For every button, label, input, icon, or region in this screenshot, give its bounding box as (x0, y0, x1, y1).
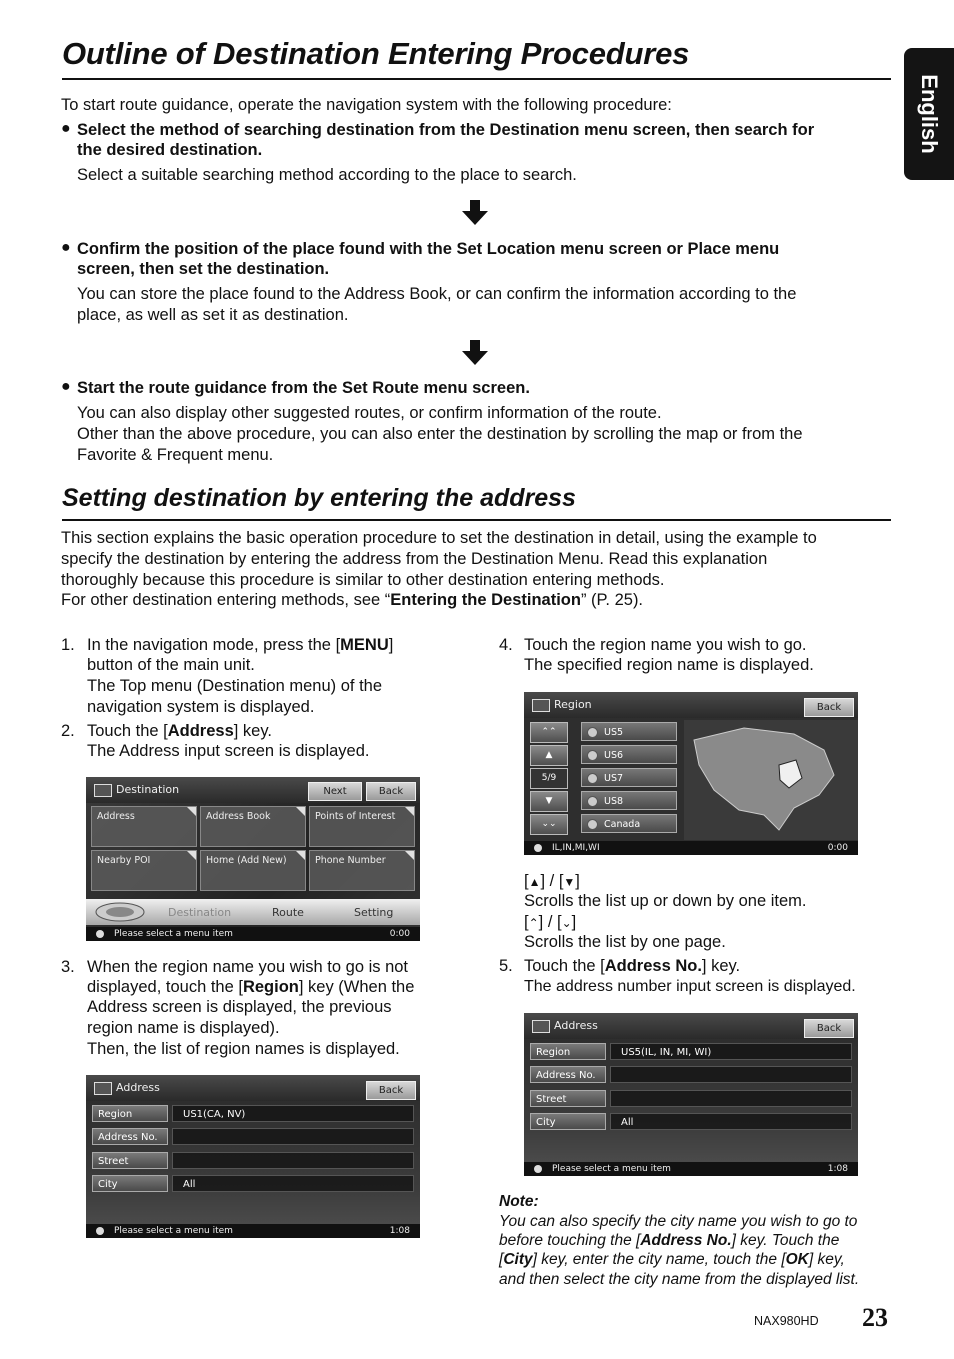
step-3-line-1: When the region name you wish to go is not (87, 958, 409, 976)
step-1-line-3: The Top menu (Destination menu) of the (87, 677, 383, 695)
region-item-label: US8 (604, 796, 624, 807)
tab-setting[interactable]: Setting (354, 906, 394, 919)
step2-heading-1: Confirm the position of the place found with the Set Location menu screen or Place menu (77, 240, 780, 258)
section-intro-1: This section explains the basic operation procedure to set the destination in detail, using the example to (61, 529, 817, 547)
status-time: 0:00 (389, 929, 410, 939)
address-no-value (610, 1066, 852, 1083)
text: displayed, touch the [ (87, 978, 243, 996)
step-number: 2. (61, 722, 75, 740)
section-title: Setting destination by entering the address (62, 484, 576, 512)
region-screen (524, 692, 858, 855)
radio-icon (587, 773, 598, 784)
back-button[interactable]: Back (366, 782, 416, 801)
text: ] / [ (538, 913, 562, 931)
screen-title: Region (554, 698, 592, 711)
address-no-value (172, 1128, 414, 1145)
step3-desc-1: You can also display other suggested routes, or confirm information of the route. (77, 404, 662, 422)
street-value (172, 1152, 414, 1169)
step-1-line-4: navigation system is displayed. (87, 698, 315, 716)
step-number: 3. (61, 958, 75, 976)
step-1-line-1 (87, 635, 393, 656)
next-button[interactable]: Next (308, 782, 362, 801)
region-icon (532, 699, 550, 712)
down-triangle-icon: ▼ (563, 875, 576, 889)
info-icon (96, 930, 104, 938)
step-3-line-5: Then, the list of region names is displayed. (87, 1040, 400, 1058)
region-item-label: US7 (604, 773, 624, 784)
text: ] key. (233, 722, 272, 740)
street-value (610, 1090, 852, 1107)
section-rule (62, 519, 891, 521)
text: Touch the [ (524, 957, 605, 975)
page-number: 23 (862, 1303, 888, 1332)
phone-number-tile[interactable]: Phone Number (309, 850, 415, 891)
back-button[interactable]: Back (804, 1019, 854, 1038)
text: before touching the [ (499, 1232, 641, 1249)
address-icon (532, 1020, 550, 1033)
step3-desc-2: Other than the above procedure, you can also enter the destination by scrolling the map or from the (77, 425, 803, 443)
text: [ (524, 913, 529, 931)
scroll-up-button[interactable]: ▲ (530, 745, 568, 766)
step1-desc: Select a suitable searching method according to the place to search. (77, 166, 577, 184)
city-value: All (172, 1175, 414, 1192)
text: In the navigation mode, press the [ (87, 636, 341, 654)
address-screen (524, 1013, 858, 1176)
map-image (684, 720, 858, 840)
region-item[interactable] (581, 745, 677, 764)
status-bar (524, 841, 858, 855)
page-down-button[interactable]: ⌄⌄ (530, 814, 568, 835)
radio-icon (587, 750, 598, 761)
menu-key-label: MENU (340, 636, 389, 654)
status-time: 0:00 (827, 843, 848, 853)
status-message: Please select a menu item (552, 1164, 671, 1174)
destination-icon (94, 784, 112, 797)
step-number: 5. (499, 957, 513, 975)
scroll-keys-line-2: Scrolls the list up or down by one item. (524, 892, 807, 910)
region-value: US5(IL, IN, MI, WI) (610, 1043, 852, 1060)
text: ” (P. 25). (580, 591, 644, 609)
radio-icon (587, 796, 598, 807)
text: Touch the [ (87, 722, 168, 740)
address-key-label: Address (167, 722, 234, 740)
scroll-keys-line-4: Scrolls the list by one page. (524, 933, 726, 951)
text: ] key. Touch the (731, 1232, 840, 1249)
screen-title: Destination (116, 783, 180, 796)
step2-desc-1: You can store the place found to the Address Book, or can confirm the information according to the (77, 285, 797, 303)
status-message: Please select a menu item (114, 1226, 233, 1236)
region-item[interactable] (581, 722, 677, 741)
text: [ (499, 1251, 504, 1268)
status-time: 1:08 (827, 1164, 848, 1174)
text: ] key, (808, 1251, 845, 1268)
text: [ (524, 872, 529, 890)
region-key[interactable]: Region (92, 1105, 168, 1122)
text: For other destination entering methods, see “ (61, 591, 391, 609)
note-line-4: and then select the city name from the displayed list. (499, 1271, 860, 1288)
step-number: 1. (61, 636, 75, 654)
down-arrow-icon (460, 340, 490, 366)
address-screen (86, 1075, 420, 1238)
step-4-line-2: The specified region name is displayed. (524, 656, 814, 674)
address-no-key[interactable]: Address No. (530, 1066, 606, 1083)
title-rule (62, 78, 891, 80)
language-tab (904, 48, 954, 180)
page-up-button[interactable]: ⌃⌃ (530, 722, 568, 743)
destination-screen (86, 777, 420, 941)
info-icon (534, 1165, 542, 1173)
back-button[interactable]: Back (366, 1081, 416, 1100)
address-icon (94, 1082, 112, 1095)
ok-key-label: OK (785, 1251, 809, 1268)
note-line-2 (499, 1231, 839, 1251)
region-item-label: US6 (604, 750, 624, 761)
scroll-keys-line-1 (524, 871, 580, 893)
page-down-icon: ⌄ (561, 916, 572, 930)
region-item[interactable] (581, 791, 677, 810)
bullet-icon: ● (61, 239, 71, 256)
up-triangle-icon: ▲ (528, 875, 541, 889)
city-value: All (610, 1113, 852, 1130)
home-add-new-tile[interactable]: Home (Add New) (200, 850, 306, 891)
address-no-key-label: Address No. (604, 957, 702, 975)
model-number: NAX980HD (754, 1314, 819, 1328)
status-bar (86, 927, 420, 941)
intro-text: To start route guidance, operate the navigation system with the following procedure: (61, 96, 672, 114)
points-of-interest-tile[interactable]: Points of Interest (309, 806, 415, 847)
logo-icon (94, 901, 150, 923)
note-heading: Note: (499, 1193, 539, 1210)
bullet-icon: ● (61, 378, 71, 395)
radio-icon (587, 727, 598, 738)
text: ] key. (701, 957, 741, 975)
scroll-keys-line-3 (524, 912, 576, 934)
step-4-line-1: Touch the region name you wish to go. (524, 636, 807, 654)
step-number: 4. (499, 636, 513, 654)
note-line-1: You can also specify the city name you wish to go to (499, 1213, 858, 1230)
status-time: 1:08 (389, 1226, 410, 1236)
region-item[interactable] (581, 814, 677, 833)
region-value: US1(CA, NV) (172, 1105, 414, 1122)
street-key[interactable]: Street (92, 1152, 168, 1169)
text: ] / [ (540, 872, 564, 890)
scroll-down-button[interactable]: ▼ (530, 791, 568, 812)
step3-heading: Start the route guidance from the Set Route menu screen. (77, 379, 530, 397)
text: ] (571, 913, 577, 931)
note-line-3 (499, 1250, 845, 1270)
page-title: Outline of Destination Entering Procedures (62, 36, 690, 71)
city-key[interactable]: City (530, 1113, 606, 1130)
bullet-icon: ● (61, 120, 71, 137)
step-2-line-1 (87, 721, 272, 742)
region-key-label: Region (242, 978, 299, 996)
city-key-label: City (503, 1251, 533, 1268)
status-bar (524, 1162, 858, 1176)
text: ] key, enter the city name, touch the [ (532, 1251, 786, 1268)
region-item-label: Canada (604, 819, 641, 830)
street-key[interactable]: Street (530, 1090, 606, 1107)
section-intro-2: specify the destination by entering the address from the Destination Menu. Read this explanation (61, 550, 768, 568)
step1-heading-1: Select the method of searching destination from the Destination menu screen, then search for (77, 121, 815, 139)
back-button[interactable]: Back (804, 698, 854, 717)
city-key[interactable]: City (92, 1175, 168, 1192)
bottom-tab-bar (86, 899, 420, 925)
text: ] (575, 872, 580, 890)
step-1-line-2: button of the main unit. (87, 656, 255, 674)
info-icon (534, 844, 542, 852)
section-intro-3: thoroughly because this procedure is similar to other destination entering methods. (61, 571, 665, 589)
page-indicator: 5/9 (530, 768, 568, 789)
status-message: IL,IN,MI,WI (552, 843, 600, 853)
status-bar (86, 1224, 420, 1238)
status-message: Please select a menu item (114, 929, 233, 939)
step2-desc-2: place, as well as set it as destination. (77, 306, 349, 324)
step2-heading-2: screen, then set the destination. (77, 260, 330, 278)
step-5-line-2: The address number input screen is displayed. (524, 978, 856, 995)
step3-desc-3: Favorite & Frequent menu. (77, 446, 274, 464)
address-tile[interactable]: Address (91, 806, 197, 847)
section-intro-4 (61, 590, 643, 611)
cross-reference-link: Entering the Destination (390, 591, 581, 609)
step1-heading-2: the desired destination. (77, 141, 263, 159)
address-no-key-label: Address No. (640, 1232, 732, 1249)
text: ] (388, 636, 394, 654)
info-icon (96, 1227, 104, 1235)
tab-route[interactable]: Route (272, 906, 304, 919)
step-2-line-2: The Address input screen is displayed. (87, 742, 370, 760)
tab-destination[interactable]: Destination (168, 906, 232, 919)
down-arrow-icon (460, 200, 490, 226)
nearby-poi-tile[interactable]: Nearby POI (91, 850, 197, 891)
page-up-icon: ⌃ (528, 916, 539, 930)
text: ] key (When the (298, 978, 415, 996)
screen-title: Address (554, 1019, 598, 1032)
address-no-key[interactable]: Address No. (92, 1128, 168, 1145)
region-item-label: US5 (604, 727, 624, 738)
address-book-tile[interactable]: Address Book (200, 806, 306, 847)
region-key[interactable]: Region (530, 1043, 606, 1060)
radio-icon (587, 819, 598, 830)
step-3-line-2 (87, 977, 414, 998)
region-item[interactable] (581, 768, 677, 787)
step-3-line-4: region name is displayed). (87, 1019, 280, 1037)
step-3-line-3: Address screen is displayed, the previous (87, 998, 392, 1016)
step-5-line-1 (524, 956, 740, 977)
screen-title: Address (116, 1081, 160, 1094)
language-tab-label: English (917, 74, 942, 154)
